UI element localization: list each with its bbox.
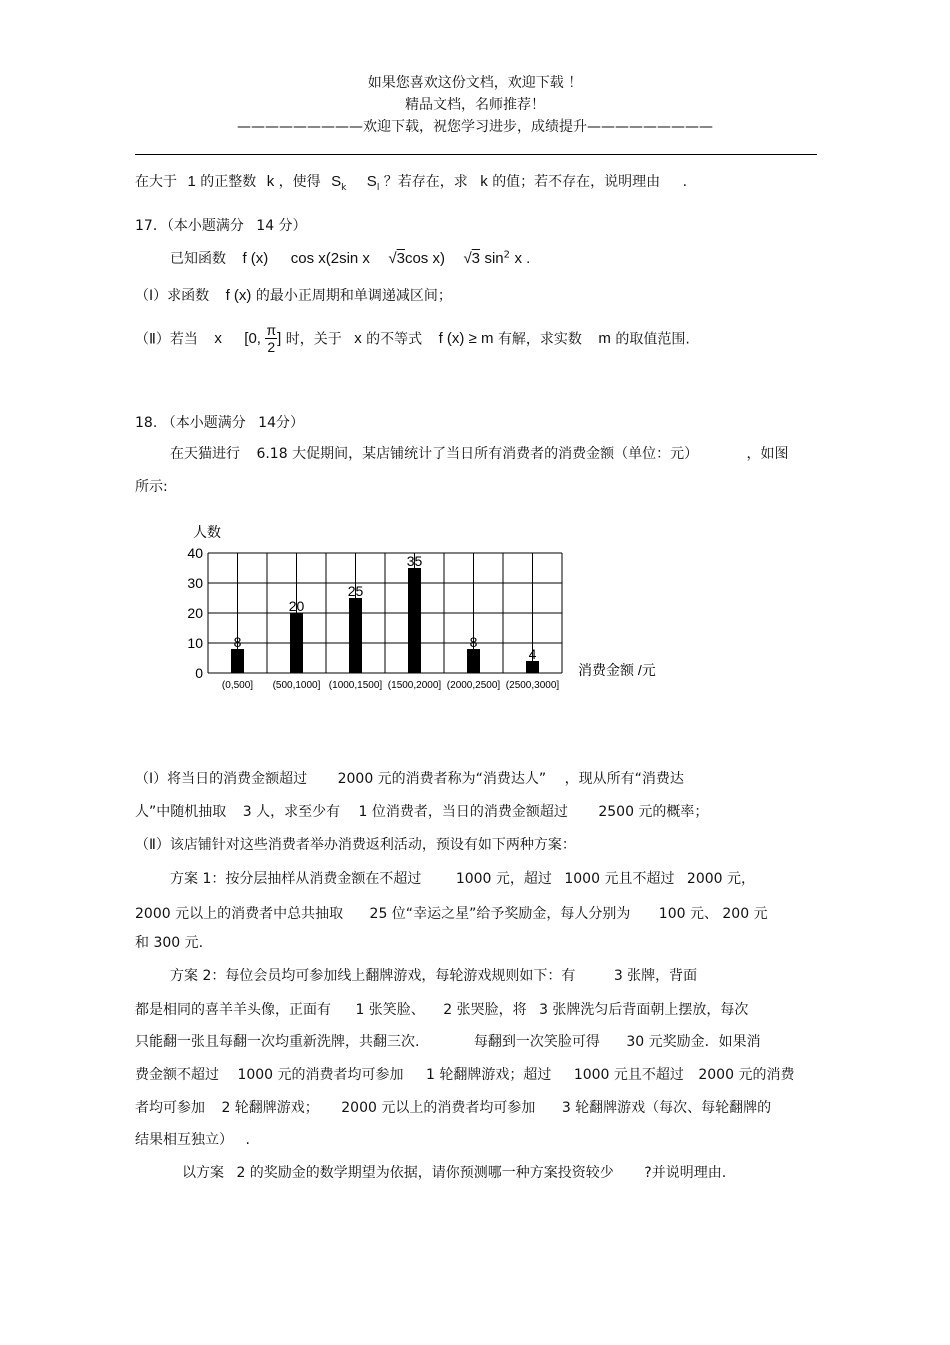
header-line-3: —————————欢迎下载，祝您学习进步，成绩提升————————— — [237, 119, 713, 135]
text: 的正整数 — [200, 174, 257, 190]
x-tick-label: (1500,2000] — [387, 680, 442, 691]
bar-value-label: 4 — [528, 646, 537, 662]
q17-title — [135, 215, 307, 235]
text: 2 的奖励金的数学期望为依据，请你预测哪一种方案投资较少 — [236, 1165, 614, 1181]
x-tick-label: (2000,2500] — [446, 680, 501, 691]
math: 3 — [396, 250, 405, 267]
text: . — [682, 174, 688, 190]
math: x — [354, 330, 362, 347]
x-axis-label: 消费金额 /元 — [578, 662, 656, 678]
bar — [408, 568, 421, 673]
bar-value-label: 25 — [347, 583, 364, 599]
y-axis-label: 人数 — [193, 524, 221, 540]
text: 大促期间，某店铺统计了当日所有消费者的消费金额（单位：元） — [292, 446, 699, 462]
denominator: 2 — [267, 339, 276, 355]
text: 2000 元以上的消费者均可参加 — [341, 1100, 536, 1116]
math: [0, — [244, 330, 261, 347]
header-line-1: 如果您喜欢这份文档，欢迎下载 ！ — [367, 75, 583, 91]
math: 3 — [471, 250, 481, 267]
x-tick-label: (2500,3000] — [505, 680, 560, 691]
scheme2-line6 — [135, 1129, 250, 1149]
math: m — [598, 330, 611, 347]
text: （Ⅱ）若当 — [135, 331, 198, 348]
math: 1 — [187, 173, 196, 190]
text: （Ⅰ）求函数 — [135, 288, 210, 304]
math: k — [480, 173, 488, 190]
math: k — [266, 173, 275, 190]
math: cos x(2sin x — [290, 250, 370, 267]
scheme2-line5 — [135, 1097, 771, 1117]
sqrt-icon: √ — [388, 250, 397, 267]
final-question — [182, 1162, 726, 1182]
q17-function — [170, 248, 530, 268]
text: 1000 元的消费者均可参加 — [237, 1067, 404, 1083]
q18-part1-line2 — [135, 801, 708, 821]
sqrt-icon: √ — [463, 250, 472, 267]
math: f (x) — [242, 250, 269, 267]
bar — [467, 649, 480, 673]
text: 时，关于 — [285, 331, 342, 348]
text: ，现从所有“消费达 — [564, 771, 684, 787]
text: 2500 元的概率； — [598, 804, 709, 820]
text: 3 人，求至少有 — [242, 804, 341, 820]
y-tick-label: 10 — [187, 635, 203, 651]
bar-value-label: 20 — [288, 598, 305, 614]
math: x . — [514, 250, 531, 267]
text: 费金额不超过 — [135, 1067, 219, 1083]
text: 的取值范围. — [615, 331, 690, 348]
math: sin — [484, 250, 504, 267]
text: 3 张牌洗匀后背面朝上摆放，每次 — [539, 1002, 749, 1018]
text: 14 分） — [256, 218, 307, 234]
text: 18. （本小题满分 — [135, 415, 246, 431]
text: 在大于 — [135, 174, 177, 190]
carry-line — [135, 171, 687, 193]
text: 1000 元且不超过 — [573, 1067, 684, 1083]
text: 1000 元且不超过 — [564, 871, 675, 887]
text: 2 轮翻牌游戏； — [221, 1100, 319, 1116]
bar — [231, 649, 244, 673]
text: 只能翻一张且每翻一次均重新洗牌，共翻三次. — [135, 1034, 420, 1050]
bar — [290, 613, 303, 673]
math: cos x) — [404, 250, 445, 267]
math: f (x) ≥ m — [438, 330, 494, 347]
y-tick-label: 30 — [187, 575, 203, 591]
text: （Ⅰ）将当日的消费金额超过 — [135, 771, 308, 787]
header-line-2: 精品文档，名师推荐！ — [405, 97, 545, 113]
scheme2-line1 — [170, 965, 697, 985]
text: 30 元奖励金．如果消 — [626, 1034, 761, 1050]
text: 2000 元， — [686, 871, 755, 887]
text: 2000 元的消费者称为“消费达人” — [337, 771, 547, 787]
text: 1 轮翻牌游戏；超过 — [426, 1067, 552, 1083]
q17-part2 — [135, 322, 690, 355]
text: 人”中随机抽取 — [135, 804, 227, 820]
fraction — [265, 322, 277, 355]
text: 方案 2：每位会员均可参加线上翻牌游戏，每轮游戏规则如下：有 — [170, 968, 576, 984]
subscript: l — [376, 182, 380, 193]
bar-value-label: 8 — [233, 634, 242, 650]
text: 100 元、 200 元 — [658, 906, 768, 922]
text: 的最小正周期和单调递减区间； — [255, 288, 452, 304]
scheme1-line3: 和 300 元. — [135, 935, 204, 951]
bar-chart — [180, 515, 740, 705]
text: 25 位“幸运之星”给予奖励金，每人分别为 — [369, 906, 631, 922]
x-tick-label: (0,500] — [221, 680, 254, 691]
x-tick-label: (1000,1500] — [328, 680, 383, 691]
text: 2000 元的消费 — [698, 1067, 795, 1083]
text: ，使得 — [278, 174, 321, 190]
y-tick-label: 20 — [187, 605, 203, 621]
scheme2-line3 — [135, 1031, 761, 1051]
math: ] — [277, 330, 282, 347]
text: 6.18 — [256, 446, 288, 462]
math: S — [366, 173, 377, 190]
y-tick-label: 0 — [195, 665, 203, 681]
bar-value-label: 35 — [406, 553, 423, 569]
text: 3 张牌，背面 — [613, 968, 698, 984]
scheme2-line2 — [135, 999, 748, 1019]
header-divider — [135, 154, 817, 155]
math: x — [214, 330, 222, 347]
math: S — [331, 173, 342, 190]
superscript: 2 — [503, 249, 511, 261]
text: 的值；若不存在，说明理由 — [492, 174, 661, 190]
text: 结果相互独立） — [135, 1132, 233, 1148]
scheme1-line1 — [170, 868, 755, 888]
scheme2-line4 — [135, 1064, 794, 1084]
q18-part1-line1 — [135, 768, 684, 788]
subscript: k — [341, 182, 347, 193]
text: 有解，求实数 — [497, 331, 582, 348]
q18-intro-1 — [170, 443, 789, 463]
bar — [526, 661, 539, 673]
scheme1-line2 — [135, 903, 768, 923]
text: 在天猫进行 — [170, 446, 240, 462]
q17-part1 — [135, 285, 452, 305]
text: 都是相同的喜羊羊头像，正面有 — [135, 1002, 331, 1018]
text: ？若存在，求 — [383, 174, 468, 190]
text: 的不等式 — [366, 331, 423, 348]
text: 2000 元以上的消费者中总共抽取 — [135, 906, 344, 922]
text: 以方案 — [182, 1165, 224, 1181]
text: 1 张笑脸、 — [355, 1002, 425, 1018]
q18-part2: （Ⅱ）该店铺针对这些消费者举办消费返利活动，预设有如下两种方案： — [135, 837, 576, 853]
y-tick-label: 40 — [187, 545, 203, 561]
q18-title — [135, 412, 304, 432]
text: 1 位消费者，当日的消费金额超过 — [358, 804, 568, 820]
text: 2 张哭脸，将 — [443, 1002, 527, 1018]
text: 14分） — [258, 415, 304, 431]
bar-value-label: 8 — [469, 634, 478, 650]
text: 者均可参加 — [135, 1100, 205, 1116]
text: ，如图 — [746, 446, 789, 462]
text: . — [245, 1132, 250, 1148]
numerator: π — [266, 322, 277, 338]
text: 每翻到一次笑脸可得 — [473, 1034, 600, 1050]
text: 1000 元，超过 — [455, 871, 552, 887]
q18-intro-2: 所示: — [135, 479, 168, 495]
text: 方案 1：按分层抽样从消费金额在不超过 — [170, 871, 422, 887]
text: ?并说明理由. — [644, 1165, 727, 1181]
text: 3 轮翻牌游戏（每次、每轮翻牌的 — [561, 1100, 772, 1116]
text: 已知函数 — [170, 251, 226, 267]
text: 17．（本小题满分 — [135, 218, 244, 234]
x-tick-label: (500,1000] — [272, 680, 321, 691]
bar — [349, 598, 362, 673]
math: f (x) — [225, 287, 252, 304]
